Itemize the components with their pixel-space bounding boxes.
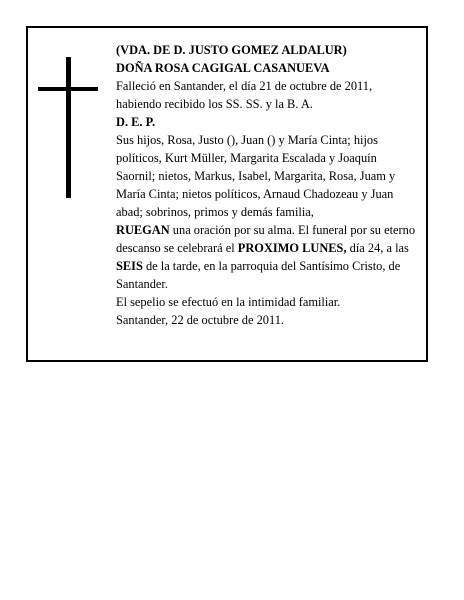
seis-word: SEIS	[116, 259, 143, 273]
location-text: de la tarde, en la parroquia del Santísimo Cristo, de Santander.	[116, 259, 401, 291]
death-statement: Falleció en Santander, el día 21 de octubre de 2011, habiendo recibido los SS. SS. y la B. A.	[116, 79, 373, 111]
funeral-paragraph	[116, 221, 416, 293]
obituary-notice	[26, 26, 428, 362]
prayer-text: una oración por su alma. El funeral por su eterno descanso se celebrará el	[116, 223, 416, 255]
day-text: día 24, a las	[346, 241, 409, 255]
deceased-name: DOÑA ROSA CAGIGAL CASANUEVA	[116, 61, 330, 75]
cross-icon-crossbar	[38, 87, 98, 91]
widow-of-line: (VDA. DE D. JUSTO GOMEZ ALDALUR)	[116, 43, 347, 57]
dep-line: D. E. P.	[116, 115, 156, 129]
place-date: Santander, 22 de octubre de 2011.	[116, 313, 284, 327]
proximo-lunes: PROXIMO LUNES,	[237, 241, 347, 255]
cross-icon	[66, 57, 71, 198]
burial-line: El sepelio se efectuó en la intimidad familiar.	[116, 295, 341, 309]
notice-text	[116, 41, 416, 329]
family-list: Sus hijos, Rosa, Justo (), Juan () y María Cinta; hijos políticos, Kurt Müller, Margarita Escalada y Joaquín Saornil; nietos, Markus, Isabel, Margarita, Rosa, Juam y María Cinta; nietos políticos, Arnaud Chadozeau y Juan abad; sobrinos, primos y demás familia,	[116, 133, 396, 219]
ruegan-word: RUEGAN	[116, 223, 170, 237]
